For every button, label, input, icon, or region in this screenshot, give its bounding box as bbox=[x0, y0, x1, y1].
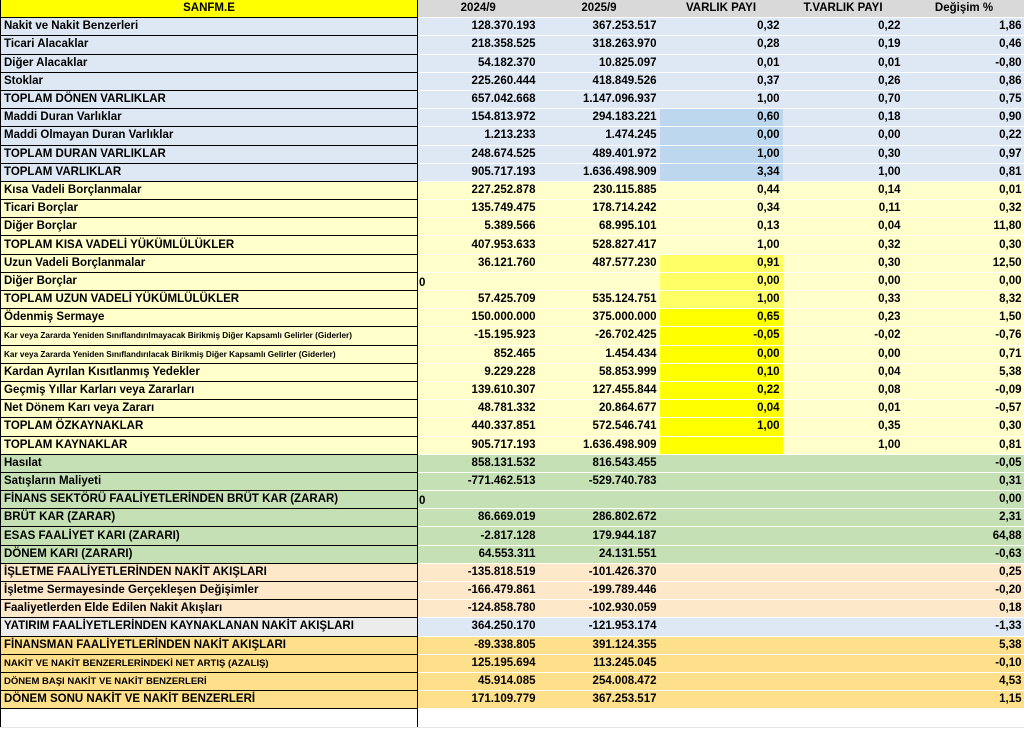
table-row bbox=[1, 545, 1024, 563]
value-2025[interactable]: 20.864.677 bbox=[539, 400, 660, 418]
value-2024[interactable]: 45.914.085 bbox=[418, 672, 539, 690]
varlik-payi[interactable]: 0,01 bbox=[660, 54, 783, 72]
varlik-payi[interactable]: 1,00 bbox=[660, 236, 783, 254]
table-row bbox=[1, 400, 1024, 418]
value-2025[interactable]: 10.825.097 bbox=[539, 54, 660, 72]
value-2025[interactable]: 528.827.417 bbox=[539, 236, 660, 254]
row-label[interactable]: BRÜT KAR (ZARAR) bbox=[1, 509, 418, 527]
table-row bbox=[1, 54, 1024, 72]
varlik-payi[interactable] bbox=[660, 636, 783, 654]
t-varlik-payi[interactable]: 0,23 bbox=[783, 309, 904, 327]
t-varlik-payi[interactable] bbox=[783, 527, 904, 545]
table-row bbox=[1, 381, 1024, 399]
degisim[interactable]: 0,00 bbox=[904, 272, 1024, 290]
value-2024[interactable]: 905.717.193 bbox=[418, 163, 539, 181]
varlik-payi[interactable]: 1,00 bbox=[660, 145, 783, 163]
varlik-payi[interactable]: 1,00 bbox=[660, 90, 783, 108]
t-varlik-payi[interactable] bbox=[783, 454, 904, 472]
empty-cell[interactable] bbox=[783, 709, 904, 727]
varlik-payi[interactable] bbox=[660, 527, 783, 545]
degisim[interactable]: 5,38 bbox=[904, 636, 1024, 654]
table-row bbox=[1, 418, 1024, 436]
header-row bbox=[1, 0, 1024, 18]
value-2025[interactable]: -529.740.783 bbox=[539, 472, 660, 490]
degisim[interactable]: 0,71 bbox=[904, 345, 1024, 363]
table-row bbox=[1, 345, 1024, 363]
degisim[interactable]: -0,80 bbox=[904, 54, 1024, 72]
row-label[interactable]: Kardan Ayrılan Kısıtlanmış Yedekler bbox=[1, 363, 418, 381]
varlik-payi[interactable]: 0,00 bbox=[660, 345, 783, 363]
t-varlik-payi[interactable]: 0,04 bbox=[783, 363, 904, 381]
varlik-payi[interactable]: 0,34 bbox=[660, 200, 783, 218]
value-2025[interactable]: 816.543.455 bbox=[539, 454, 660, 472]
row-label[interactable]: FİNANS SEKTÖRÜ FAALİYETLERİNDEN BRÜT KAR (ZARAR) bbox=[1, 491, 418, 509]
table-row bbox=[1, 127, 1024, 145]
table-row bbox=[1, 672, 1024, 690]
table-row bbox=[1, 454, 1024, 472]
row-label[interactable]: TOPLAM ÖZKAYNAKLAR bbox=[1, 418, 418, 436]
degisim[interactable]: 12,50 bbox=[904, 254, 1024, 272]
t-varlik-payi[interactable] bbox=[783, 545, 904, 563]
degisim[interactable]: 8,32 bbox=[904, 291, 1024, 309]
value-2024[interactable]: -2.817.128 bbox=[418, 527, 539, 545]
t-varlik-payi[interactable] bbox=[783, 563, 904, 581]
degisim[interactable]: -0,10 bbox=[904, 654, 1024, 672]
row-label[interactable]: TOPLAM VARLIKLAR bbox=[1, 163, 418, 181]
value-2025[interactable] bbox=[539, 272, 660, 290]
t-varlik-payi[interactable] bbox=[783, 618, 904, 636]
value-2024[interactable]: 154.813.972 bbox=[418, 109, 539, 127]
value-2024[interactable]: 150.000.000 bbox=[418, 309, 539, 327]
value-2025[interactable]: 489.401.972 bbox=[539, 145, 660, 163]
varlik-payi[interactable]: 0,10 bbox=[660, 363, 783, 381]
t-varlik-payi[interactable]: 0,04 bbox=[783, 218, 904, 236]
value-2024[interactable]: 64.553.311 bbox=[418, 545, 539, 563]
row-label[interactable]: TOPLAM KAYNAKLAR bbox=[1, 436, 418, 454]
degisim[interactable]: 0,86 bbox=[904, 72, 1024, 90]
value-2024[interactable]: 128.370.193 bbox=[418, 18, 539, 36]
ticker-cell[interactable]: SANFM.E bbox=[1, 0, 418, 18]
row-label[interactable]: Kar veya Zararda Yeniden Sınıflandırılmayacak Birikmiş Diğer Kapsamlı Gelirler (Giderler) bbox=[1, 327, 418, 345]
varlik-payi[interactable]: 0,04 bbox=[660, 400, 783, 418]
value-2025[interactable]: 1.454.434 bbox=[539, 345, 660, 363]
t-varlik-payi[interactable] bbox=[783, 582, 904, 600]
value-2024[interactable]: 125.195.694 bbox=[418, 654, 539, 672]
t-varlik-payi[interactable]: 0,00 bbox=[783, 345, 904, 363]
t-varlik-payi[interactable]: 0,22 bbox=[783, 18, 904, 36]
degisim[interactable]: 0,81 bbox=[904, 436, 1024, 454]
row-label[interactable]: Kar veya Zararda Yeniden Sınıflandırılacak Birikmiş Diğer Kapsamlı Gelirler (Giderler) bbox=[1, 345, 418, 363]
value-2024[interactable]: 36.121.760 bbox=[418, 254, 539, 272]
table-row bbox=[1, 181, 1024, 199]
empty-cell[interactable] bbox=[539, 709, 660, 727]
header-2025[interactable]: 2025/9 bbox=[539, 0, 660, 18]
value-2024[interactable]: 852.465 bbox=[418, 345, 539, 363]
table-row bbox=[1, 218, 1024, 236]
value-2024[interactable]: 858.131.532 bbox=[418, 454, 539, 472]
varlik-payi[interactable]: 0,13 bbox=[660, 218, 783, 236]
varlik-payi[interactable]: 1,00 bbox=[660, 418, 783, 436]
table-row bbox=[1, 272, 1024, 290]
varlik-payi[interactable]: -0,05 bbox=[660, 327, 783, 345]
varlik-payi[interactable] bbox=[660, 654, 783, 672]
t-varlik-payi[interactable] bbox=[783, 672, 904, 690]
value-2025[interactable]: 286.802.672 bbox=[539, 509, 660, 527]
row-label[interactable]: Hasılat bbox=[1, 454, 418, 472]
degisim[interactable]: 0,31 bbox=[904, 472, 1024, 490]
varlik-payi[interactable] bbox=[660, 582, 783, 600]
row-label[interactable]: YATIRIM FAALİYETLERİNDEN KAYNAKLANAN NAKİT AKIŞLARI bbox=[1, 618, 418, 636]
degisim[interactable]: 1,50 bbox=[904, 309, 1024, 327]
empty-row bbox=[1, 709, 1024, 727]
table-row bbox=[1, 36, 1024, 54]
stray-zero-value: 0 bbox=[419, 495, 426, 507]
value-2024[interactable]: 1.213.233 bbox=[418, 127, 539, 145]
varlik-payi[interactable] bbox=[660, 491, 783, 509]
t-varlik-payi[interactable]: 0,32 bbox=[783, 236, 904, 254]
value-2024[interactable]: -771.462.513 bbox=[418, 472, 539, 490]
varlik-payi[interactable] bbox=[660, 672, 783, 690]
value-2025[interactable]: 487.577.230 bbox=[539, 254, 660, 272]
row-label[interactable]: Net Dönem Karı veya Zararı bbox=[1, 400, 418, 418]
t-varlik-payi[interactable]: 0,70 bbox=[783, 90, 904, 108]
header-varlik-payi[interactable]: VARLIK PAYI bbox=[660, 0, 783, 18]
degisim[interactable]: 0,18 bbox=[904, 600, 1024, 618]
t-varlik-payi[interactable]: 1,00 bbox=[783, 436, 904, 454]
value-2025[interactable]: 179.944.187 bbox=[539, 527, 660, 545]
t-varlik-payi[interactable]: 0,33 bbox=[783, 291, 904, 309]
value-2024[interactable]: 5.389.566 bbox=[418, 218, 539, 236]
t-varlik-payi[interactable]: 1,00 bbox=[783, 163, 904, 181]
value-2025[interactable]: 535.124.751 bbox=[539, 291, 660, 309]
value-2025[interactable]: 572.546.741 bbox=[539, 418, 660, 436]
value-2025[interactable] bbox=[539, 491, 660, 509]
varlik-payi[interactable]: 0,65 bbox=[660, 309, 783, 327]
value-2025[interactable]: 294.183.221 bbox=[539, 109, 660, 127]
value-2025[interactable]: 68.995.101 bbox=[539, 218, 660, 236]
row-label[interactable]: NAKİT VE NAKİT BENZERLERİNDEKİ NET ARTIŞ (AZALIŞ) bbox=[1, 654, 418, 672]
value-2024[interactable]: 248.674.525 bbox=[418, 145, 539, 163]
varlik-payi[interactable] bbox=[660, 436, 783, 454]
row-label[interactable]: DÖNEM KARI (ZARARI) bbox=[1, 545, 418, 563]
row-label[interactable]: Ticari Borçlar bbox=[1, 200, 418, 218]
table-row bbox=[1, 691, 1024, 709]
table-row bbox=[1, 527, 1024, 545]
t-varlik-payi[interactable]: 0,00 bbox=[783, 272, 904, 290]
row-label[interactable]: Faaliyetlerden Elde Edilen Nakit Akışları bbox=[1, 600, 418, 618]
degisim[interactable]: 2,31 bbox=[904, 509, 1024, 527]
table-row bbox=[1, 363, 1024, 381]
value-2025[interactable]: 24.131.551 bbox=[539, 545, 660, 563]
table-row bbox=[1, 254, 1024, 272]
varlik-payi[interactable]: 0,28 bbox=[660, 36, 783, 54]
row-label[interactable]: DÖNEM BAŞI NAKİT VE NAKİT BENZERLERİ bbox=[1, 672, 418, 690]
row-label[interactable]: Diğer Alacaklar bbox=[1, 54, 418, 72]
header-2024[interactable]: 2024/9 bbox=[418, 0, 539, 18]
varlik-payi[interactable] bbox=[660, 545, 783, 563]
varlik-payi[interactable]: 0,00 bbox=[660, 272, 783, 290]
t-varlik-payi[interactable]: 0,26 bbox=[783, 72, 904, 90]
value-2024[interactable] bbox=[418, 272, 539, 290]
t-varlik-payi[interactable]: -0,02 bbox=[783, 327, 904, 345]
degisim[interactable]: 5,38 bbox=[904, 363, 1024, 381]
value-2024[interactable]: 657.042.668 bbox=[418, 90, 539, 108]
varlik-payi[interactable]: 1,00 bbox=[660, 291, 783, 309]
value-2024[interactable]: 364.250.170 bbox=[418, 618, 539, 636]
t-varlik-payi[interactable]: 0,01 bbox=[783, 54, 904, 72]
empty-cell[interactable] bbox=[660, 709, 783, 727]
value-2024[interactable]: 440.337.851 bbox=[418, 418, 539, 436]
degisim[interactable]: 0,81 bbox=[904, 163, 1024, 181]
t-varlik-payi[interactable]: 0,14 bbox=[783, 181, 904, 199]
t-varlik-payi[interactable]: 0,35 bbox=[783, 418, 904, 436]
row-label[interactable]: İŞLETME FAALİYETLERİNDEN NAKİT AKIŞLARI bbox=[1, 563, 418, 581]
empty-cell[interactable] bbox=[418, 709, 539, 727]
value-2025[interactable]: -26.702.425 bbox=[539, 327, 660, 345]
row-label[interactable]: DÖNEM SONU NAKİT VE NAKİT BENZERLERİ bbox=[1, 691, 418, 709]
varlik-payi[interactable] bbox=[660, 563, 783, 581]
degisim[interactable]: 11,80 bbox=[904, 218, 1024, 236]
t-varlik-payi[interactable]: 0,30 bbox=[783, 254, 904, 272]
value-2025[interactable]: 367.253.517 bbox=[539, 691, 660, 709]
empty-cell[interactable] bbox=[904, 709, 1024, 727]
varlik-payi[interactable] bbox=[660, 600, 783, 618]
table-row bbox=[1, 309, 1024, 327]
varlik-payi[interactable]: 0,60 bbox=[660, 109, 783, 127]
value-2025[interactable]: 1.474.245 bbox=[539, 127, 660, 145]
value-2024[interactable]: 9.229.228 bbox=[418, 363, 539, 381]
row-label[interactable]: Maddi Duran Varlıklar bbox=[1, 109, 418, 127]
degisim[interactable]: 0,22 bbox=[904, 127, 1024, 145]
table-row bbox=[1, 18, 1024, 36]
t-varlik-payi[interactable] bbox=[783, 472, 904, 490]
degisim[interactable]: 1,86 bbox=[904, 18, 1024, 36]
degisim[interactable]: 0,30 bbox=[904, 236, 1024, 254]
row-label[interactable]: FİNANSMAN FAALİYETLERİNDEN NAKİT AKIŞLARI bbox=[1, 636, 418, 654]
value-2025[interactable]: 1.636.498.909 bbox=[539, 163, 660, 181]
t-varlik-payi[interactable] bbox=[783, 636, 904, 654]
value-2025[interactable]: 375.000.000 bbox=[539, 309, 660, 327]
table-row bbox=[1, 491, 1024, 509]
t-varlik-payi[interactable]: 0,11 bbox=[783, 200, 904, 218]
row-label[interactable]: Nakit ve Nakit Benzerleri bbox=[1, 18, 418, 36]
t-varlik-payi[interactable] bbox=[783, 654, 904, 672]
value-2024[interactable]: -15.195.923 bbox=[418, 327, 539, 345]
value-2024[interactable]: 905.717.193 bbox=[418, 436, 539, 454]
table-row bbox=[1, 109, 1024, 127]
table-row bbox=[1, 72, 1024, 90]
t-varlik-payi[interactable] bbox=[783, 509, 904, 527]
degisim[interactable]: -0,63 bbox=[904, 545, 1024, 563]
value-2024[interactable]: 54.182.370 bbox=[418, 54, 539, 72]
stray-zero-value: 0 bbox=[419, 277, 426, 289]
table-row bbox=[1, 436, 1024, 454]
row-label[interactable]: Kısa Vadeli Borçlanmalar bbox=[1, 181, 418, 199]
degisim[interactable]: 0,97 bbox=[904, 145, 1024, 163]
t-varlik-payi[interactable]: 0,01 bbox=[783, 400, 904, 418]
row-label[interactable]: Ödenmiş Sermaye bbox=[1, 309, 418, 327]
degisim[interactable]: 0,30 bbox=[904, 418, 1024, 436]
value-2025[interactable]: 367.253.517 bbox=[539, 18, 660, 36]
value-2025[interactable]: 1.636.498.909 bbox=[539, 436, 660, 454]
degisim[interactable]: 0,25 bbox=[904, 563, 1024, 581]
table-row bbox=[1, 291, 1024, 309]
value-2024[interactable]: 57.425.709 bbox=[418, 291, 539, 309]
table-row bbox=[1, 618, 1024, 636]
row-label[interactable]: TOPLAM DURAN VARLIKLAR bbox=[1, 145, 418, 163]
table-row bbox=[1, 563, 1024, 581]
row-label[interactable]: Maddi Olmayan Duran Varlıklar bbox=[1, 127, 418, 145]
row-label[interactable]: TOPLAM UZUN VADELİ YÜKÜMLÜLÜKLER bbox=[1, 291, 418, 309]
value-2024[interactable]: -135.818.519 bbox=[418, 563, 539, 581]
degisim[interactable]: 64,88 bbox=[904, 527, 1024, 545]
value-2025[interactable]: 1.147.096.937 bbox=[539, 90, 660, 108]
degisim[interactable]: 0,75 bbox=[904, 90, 1024, 108]
varlik-payi[interactable] bbox=[660, 691, 783, 709]
table-row bbox=[1, 327, 1024, 345]
varlik-payi[interactable]: 0,22 bbox=[660, 381, 783, 399]
degisim[interactable]: 0,01 bbox=[904, 181, 1024, 199]
degisim[interactable]: -0,05 bbox=[904, 454, 1024, 472]
row-label[interactable]: Geçmiş Yıllar Karları veya Zararları bbox=[1, 381, 418, 399]
table-row bbox=[1, 200, 1024, 218]
table-row bbox=[1, 472, 1024, 490]
row-label[interactable]: Uzun Vadeli Borçlanmalar bbox=[1, 254, 418, 272]
table-row bbox=[1, 654, 1024, 672]
degisim[interactable]: 0,00 bbox=[904, 491, 1024, 509]
row-label[interactable]: Stoklar bbox=[1, 72, 418, 90]
row-label[interactable]: Satışların Maliyeti bbox=[1, 472, 418, 490]
value-2025[interactable]: 318.263.970 bbox=[539, 36, 660, 54]
t-varlik-payi[interactable] bbox=[783, 491, 904, 509]
row-label[interactable]: Diğer Borçlar bbox=[1, 272, 418, 290]
t-varlik-payi[interactable]: 0,08 bbox=[783, 381, 904, 399]
varlik-payi[interactable] bbox=[660, 472, 783, 490]
table-row bbox=[1, 163, 1024, 181]
value-2024[interactable]: 86.669.019 bbox=[418, 509, 539, 527]
t-varlik-payi[interactable]: 0,30 bbox=[783, 145, 904, 163]
varlik-payi[interactable] bbox=[660, 454, 783, 472]
degisim[interactable]: 0,32 bbox=[904, 200, 1024, 218]
value-2025[interactable]: -101.426.370 bbox=[539, 563, 660, 581]
value-2024[interactable]: 139.610.307 bbox=[418, 381, 539, 399]
table-row bbox=[1, 90, 1024, 108]
value-2025[interactable]: 391.124.355 bbox=[539, 636, 660, 654]
table-row bbox=[1, 600, 1024, 618]
value-2025[interactable]: 113.245.045 bbox=[539, 654, 660, 672]
varlik-payi[interactable]: 0,44 bbox=[660, 181, 783, 199]
degisim[interactable]: -1,33 bbox=[904, 618, 1024, 636]
value-2024[interactable] bbox=[418, 491, 539, 509]
degisim[interactable]: 0,46 bbox=[904, 36, 1024, 54]
value-2025[interactable]: 254.008.472 bbox=[539, 672, 660, 690]
value-2024[interactable]: -124.858.780 bbox=[418, 600, 539, 618]
value-2025[interactable]: 127.455.844 bbox=[539, 381, 660, 399]
varlik-payi[interactable] bbox=[660, 509, 783, 527]
t-varlik-payi[interactable]: 0,18 bbox=[783, 109, 904, 127]
value-2025[interactable]: 178.714.242 bbox=[539, 200, 660, 218]
degisim[interactable]: -0,76 bbox=[904, 327, 1024, 345]
row-label[interactable]: ESAS FAALİYET KARI (ZARARI) bbox=[1, 527, 418, 545]
table-row bbox=[1, 236, 1024, 254]
row-label[interactable]: İşletme Sermayesinde Gerçekleşen Değişimler bbox=[1, 582, 418, 600]
table-row bbox=[1, 636, 1024, 654]
varlik-payi[interactable]: 3,34 bbox=[660, 163, 783, 181]
varlik-payi[interactable]: 0,37 bbox=[660, 72, 783, 90]
t-varlik-payi[interactable]: 0,19 bbox=[783, 36, 904, 54]
value-2024[interactable]: -89.338.805 bbox=[418, 636, 539, 654]
value-2025[interactable]: 230.115.885 bbox=[539, 181, 660, 199]
varlik-payi[interactable]: 0,91 bbox=[660, 254, 783, 272]
value-2024[interactable]: 407.953.633 bbox=[418, 236, 539, 254]
value-2025[interactable]: 58.853.999 bbox=[539, 363, 660, 381]
degisim[interactable]: 4,53 bbox=[904, 672, 1024, 690]
table-row bbox=[1, 582, 1024, 600]
value-2025[interactable]: -121.953.174 bbox=[539, 618, 660, 636]
degisim[interactable]: 1,15 bbox=[904, 691, 1024, 709]
varlik-payi[interactable]: 0,32 bbox=[660, 18, 783, 36]
value-2024[interactable]: 227.252.878 bbox=[418, 181, 539, 199]
value-2025[interactable]: 418.849.526 bbox=[539, 72, 660, 90]
row-label[interactable]: Diğer Borçlar bbox=[1, 218, 418, 236]
value-2024[interactable]: 225.260.444 bbox=[418, 72, 539, 90]
header-degisim[interactable]: Değişim % bbox=[904, 0, 1024, 18]
t-varlik-payi[interactable]: 0,00 bbox=[783, 127, 904, 145]
header-t-varlik-payi[interactable]: T.VARLIK PAYI bbox=[783, 0, 904, 18]
value-2024[interactable]: 135.749.475 bbox=[418, 200, 539, 218]
degisim[interactable]: 0,90 bbox=[904, 109, 1024, 127]
table-row bbox=[1, 145, 1024, 163]
row-label[interactable]: TOPLAM KISA VADELİ YÜKÜMLÜLÜKLER bbox=[1, 236, 418, 254]
varlik-payi[interactable] bbox=[660, 618, 783, 636]
value-2024[interactable]: 171.109.779 bbox=[418, 691, 539, 709]
row-label[interactable]: TOPLAM DÖNEN VARLIKLAR bbox=[1, 90, 418, 108]
degisim[interactable]: -0,57 bbox=[904, 400, 1024, 418]
value-2024[interactable]: 218.358.525 bbox=[418, 36, 539, 54]
degisim[interactable]: -0,20 bbox=[904, 582, 1024, 600]
table-row bbox=[1, 509, 1024, 527]
value-2025[interactable]: -199.789.446 bbox=[539, 582, 660, 600]
varlik-payi[interactable]: 0,00 bbox=[660, 127, 783, 145]
t-varlik-payi[interactable] bbox=[783, 600, 904, 618]
value-2024[interactable]: 48.781.332 bbox=[418, 400, 539, 418]
value-2025[interactable]: -102.930.059 bbox=[539, 600, 660, 618]
degisim[interactable]: -0,09 bbox=[904, 381, 1024, 399]
empty-cell[interactable] bbox=[1, 709, 418, 727]
row-label[interactable]: Ticari Alacaklar bbox=[1, 36, 418, 54]
value-2024[interactable]: -166.479.861 bbox=[418, 582, 539, 600]
t-varlik-payi[interactable] bbox=[783, 691, 904, 709]
